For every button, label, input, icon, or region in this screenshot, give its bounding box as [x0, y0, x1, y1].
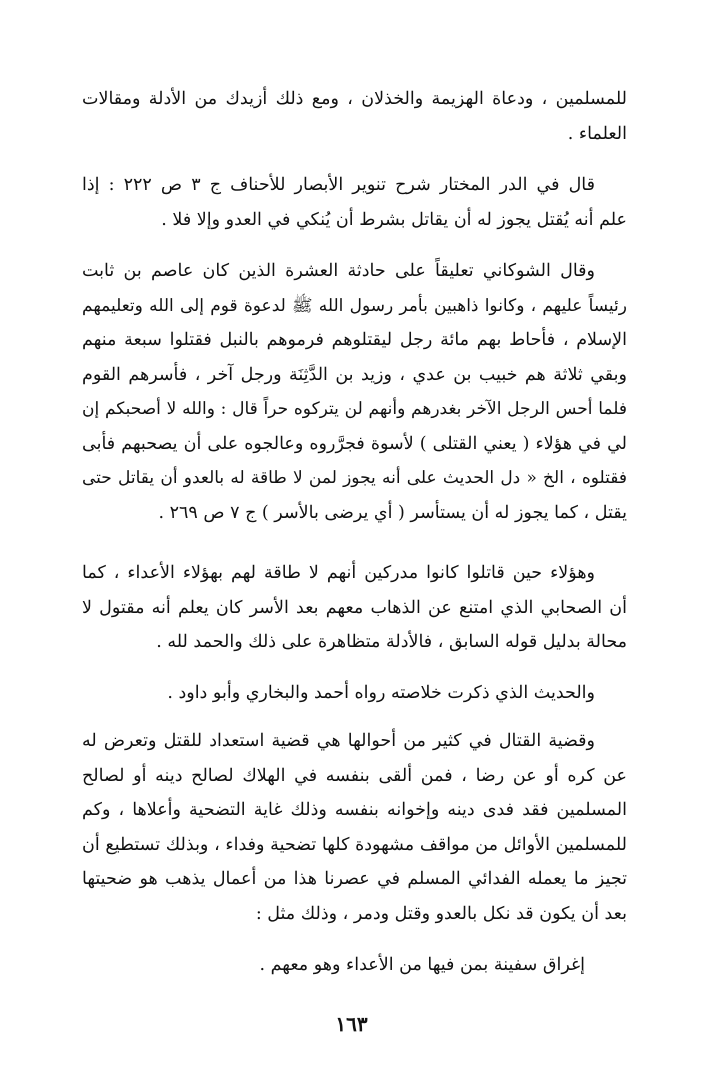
- text-line: أن الصحابي الذي امتنع عن الذهاب معهم بعد الأسر كان يعلم أنه مقتول لا: [82, 597, 627, 618]
- text-line: المسلمين فقد فدى دينه وإخوانه بنفسه وذلك غاية التضحية وأعلاها ، وكم: [82, 800, 627, 820]
- text-line: يقتل ، كما يجوز له أن يستأسر ( أي يرضى بالأسر ) ج ٧ ص ٢٦٩ .: [158, 502, 627, 523]
- text-line: عن كره أو عن رضا ، فمن ألقى بنفسه في الهلاك لصالح دينه أو لصالح: [82, 765, 627, 786]
- page-number: ١٦٣: [335, 1012, 368, 1036]
- text-line: للمسلمين ، ودعاة الهزيمة والخذلان ، ومع ذلك أزيدك من الأدلة ومقالات: [82, 89, 627, 109]
- text-line: وهؤلاء حين قاتلوا كانوا مدركين أنهم لا طاقة لهم بهؤلاء الأعداء ، كما: [82, 563, 595, 583]
- text-line: فقتلوه ، الخ « دل الحديث على أنه يجوز لمن لا طاقة له بالعدو أن يقاتل حتى: [82, 468, 627, 488]
- paragraph-3: [82, 254, 627, 530]
- text-line: فلما أحس الرجل الآخر بغدرهم وأنهم لن يتركوه حراً قال : والله لا أصحبكم إن: [82, 399, 627, 419]
- text-line: بعد أن يكون قد نكل بالعدو وقتل ودمر ، وذلك مثل :: [255, 903, 627, 924]
- paragraph-6: [82, 724, 627, 931]
- paragraph-7: [82, 948, 627, 983]
- text-line: علم أنه يُقتل يجوز له أن يقاتل بشرط أن يُنكي في العدو وإلا فلا .: [161, 209, 627, 230]
- text-line: قال في الدر المختار شرح تنوير الأبصار للأحناف ج ٣ ص ٢٢٢ : إذا: [82, 175, 595, 195]
- text-line: وقال الشوكاني تعليقاً على حادثة العشرة الذين كان عاصم بن ثابت: [82, 261, 595, 281]
- text-line: والحديث الذي ذكرت خلاصته رواه أحمد والبخاري وأبو داود .: [167, 683, 595, 703]
- text-line: إغراق سفينة بمن فيها من الأعداء وهو معهم .: [259, 955, 585, 975]
- text-line: الإسلام ، فأحاط بهم مائة رجل ليقتلوهم فرموهم بالنبل فقتلوا سبعة منهم: [82, 330, 627, 350]
- paragraph-2: [82, 168, 627, 237]
- text-line: تجيز ما يعمله الفدائي المسلم في عصرنا هذا من أعمال يذهب هو ضحيتها: [82, 869, 627, 889]
- text-line: وقضية القتال في كثير من أحوالها هي قضية استعداد للقتل وتعرض له: [82, 731, 595, 751]
- text-line: العلماء .: [567, 123, 627, 144]
- text-line: محالة بدليل قوله السابق ، فالأدلة متظاهرة على ذلك والحمد لله .: [156, 632, 627, 652]
- paragraph-1: [82, 82, 627, 151]
- text-line: رئيساً عليهم ، وكانوا ذاهبين بأمر رسول الله ﷺ لدعوة قوم إلى الله وتعليمهم: [82, 295, 627, 316]
- text-line: للمسلمين الأوائل من مواقف مشهودة كلها تضحية وفداء ، وبذلك تستطيع أن: [82, 834, 627, 855]
- paragraph-4: [82, 556, 627, 660]
- paragraph-5: [82, 676, 627, 711]
- text-line: وبقي ثلاثة هم خبيب بن عدي ، وزيد بن الدَّثِنَة ورجل آخر ، فأسرهم القوم: [82, 364, 627, 385]
- text-line: لي في هؤلاء ( يعني القتلى ) لأسوة فجرَّروه وعالجوه على أن يصحبهم فأبى: [82, 433, 627, 454]
